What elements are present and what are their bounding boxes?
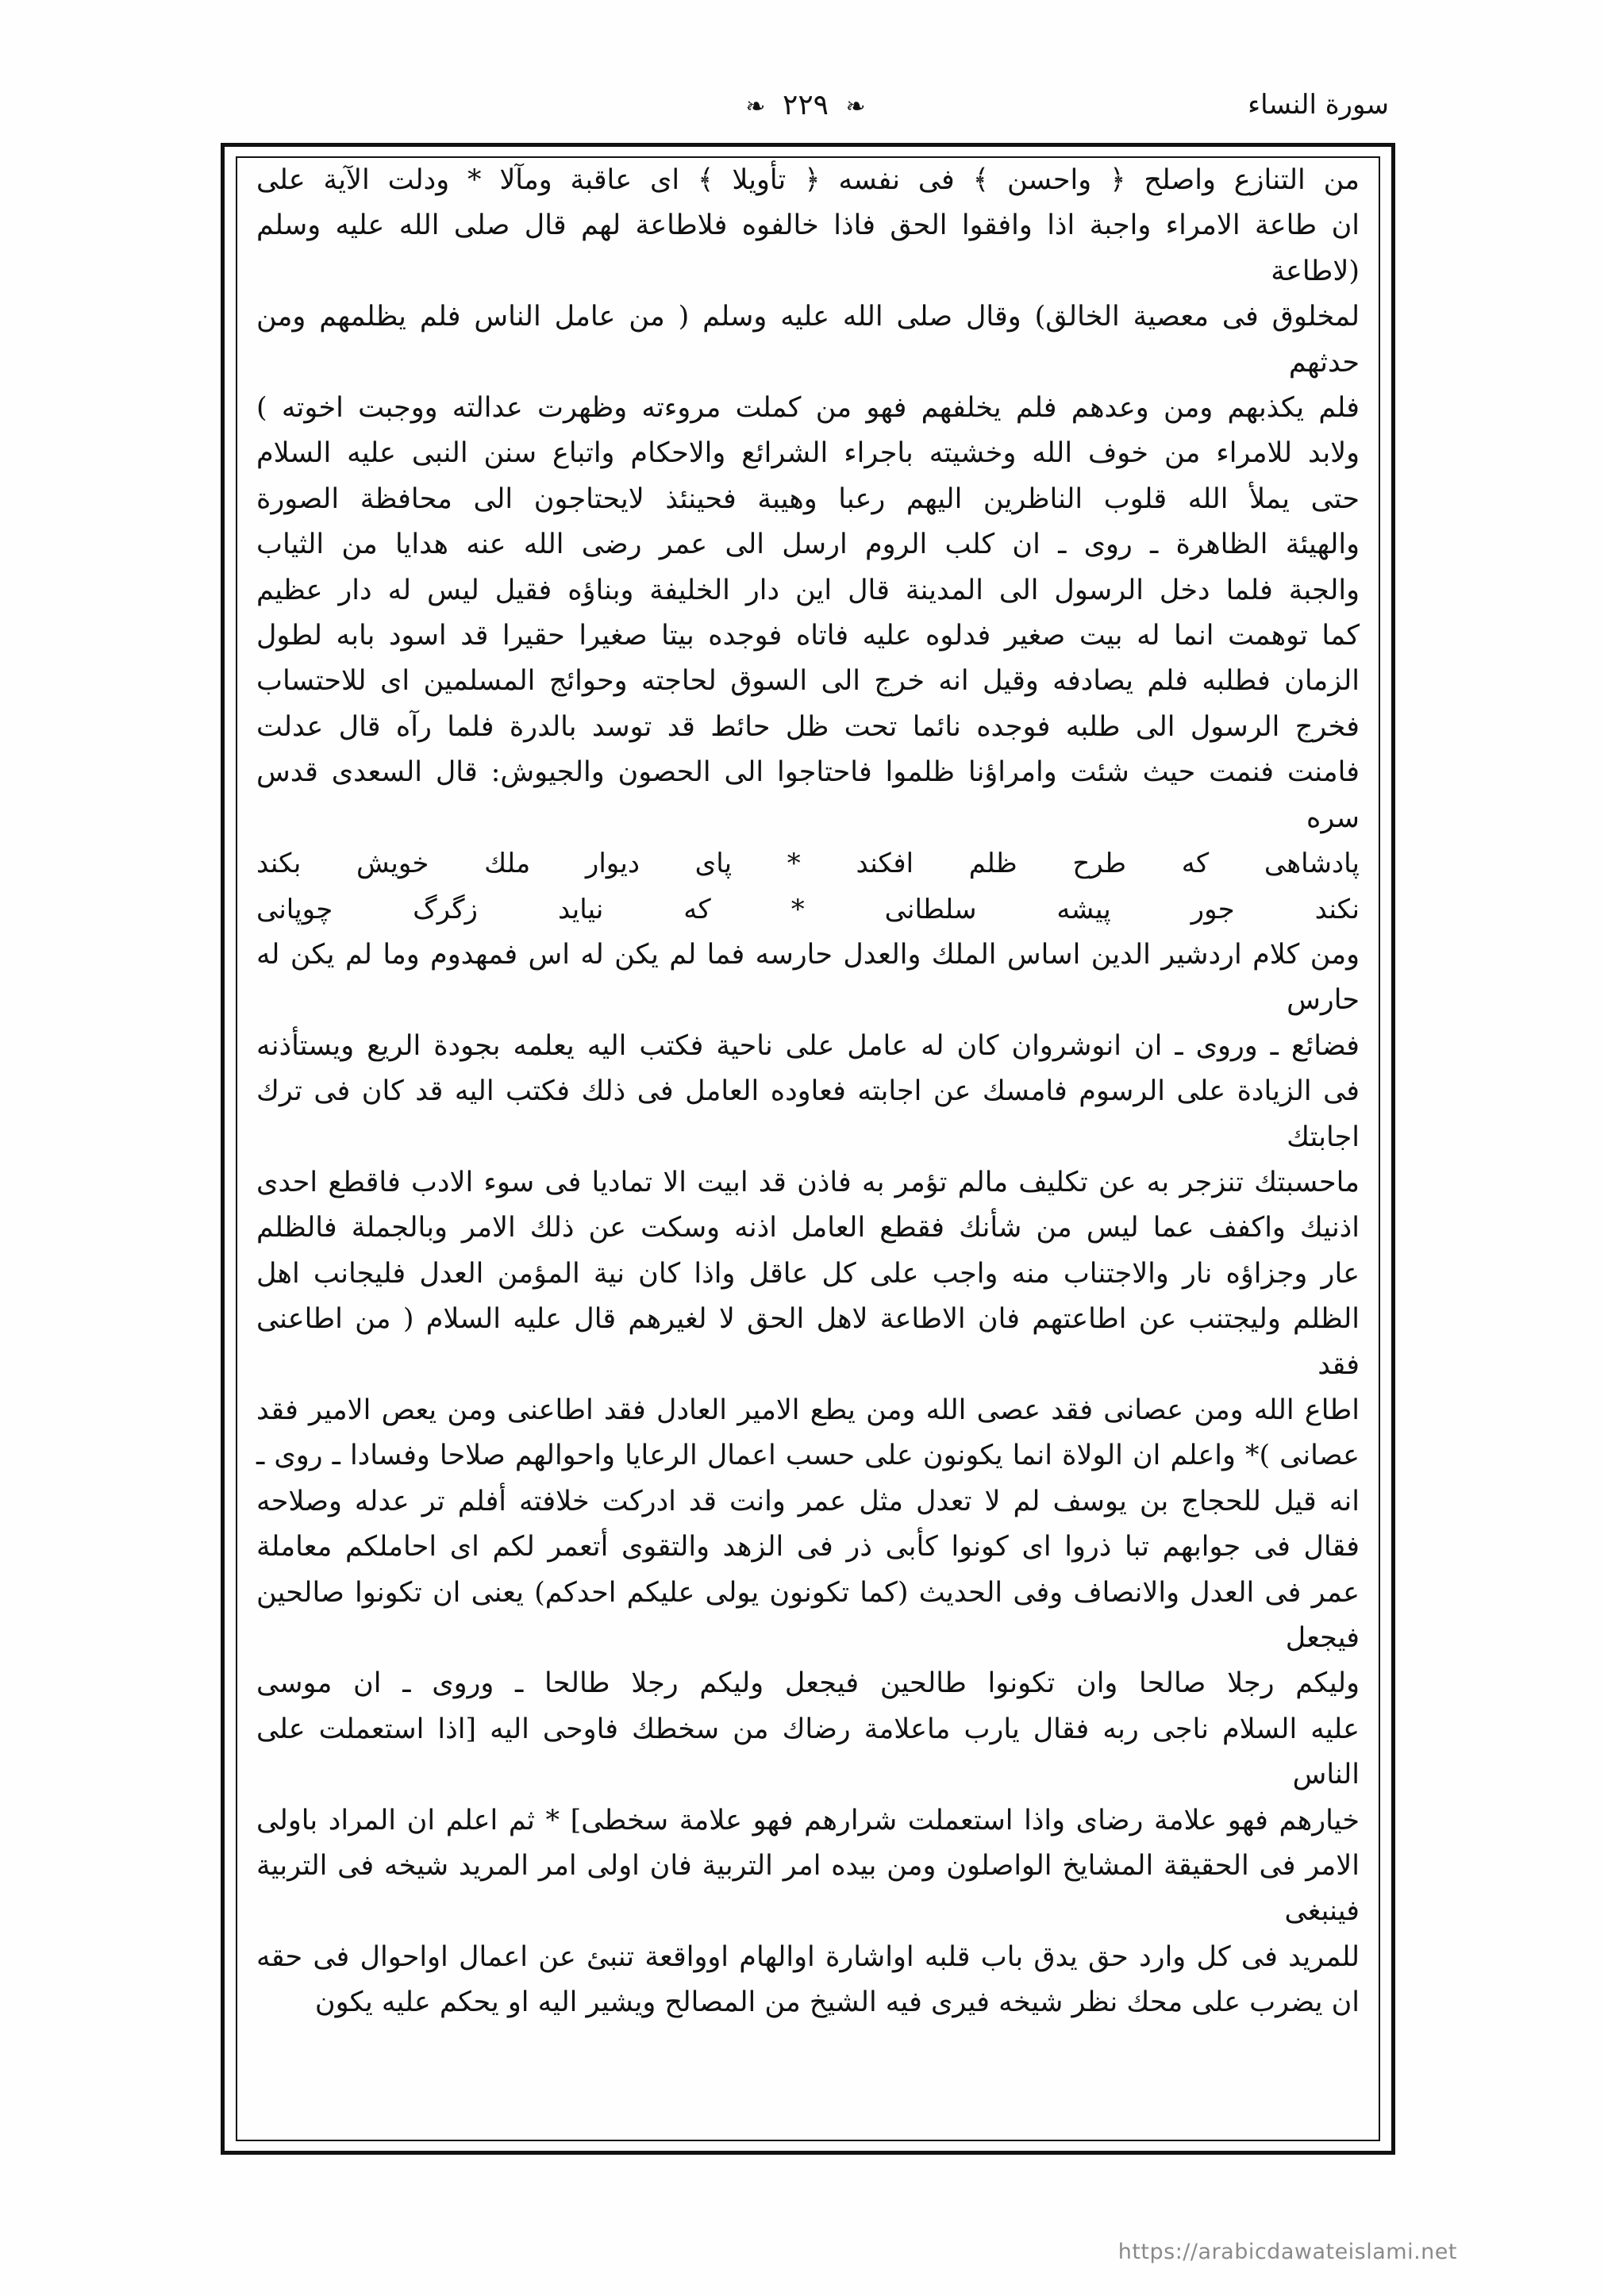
body-text [256,158,1360,2026]
text-line: ماحسبتك تنزجر به عن تكليف مالم تؤمر به فاذن قد ابيت الا تماديا فى سوء الادب فاقطع احدى [256,1166,1360,1198]
text-line: ان طاعة الامراء واجبة اذا وافقوا الحق فاذا خالفوه فلاطاعة لهم قال صلى الله عليه وسلم (لاطاعة [256,210,1360,287]
text-line: للمريد فى كل وارد حق يدق باب قلبه اواشارة اوالهام اوواقعة تنبئ عن اعمال اواحوال فى حقه [256,1940,1360,1973]
text-line: فى الزيادة على الرسوم فامسك عن اجابته فعاوده العامل فى ذلك فكتب اليه قد كان فى ترك اجابتك [256,1075,1360,1153]
poem-line: نكند جور پيشه سلطانى * كه نيايد زگرگ چوپانى [256,893,1360,925]
text-line: اطاع الله ومن عصانى فقد عصى الله ومن يطع الامير العادل فقد اطاعنى ومن يعص الامير فقد [256,1394,1360,1426]
surah-title: سورة النساء [1248,89,1389,121]
ornament-icon: ❧ [845,93,866,121]
text-line: حتى يملأ الله قلوب الناظرين اليهم رعبا وهيبة فحينئذ لايحتاجون الى محافظة الصورة [256,483,1360,515]
text-line: من التنازع واصلح ﴿ واحسن ﴾ فى نفسه ﴿ تأويلا ﴾ اى عاقبة ومآلا * ودلت الآية على [256,164,1360,196]
text-line: فلم يكذبهم ومن وعدهم فلم يخلفهم فهو من كملت مروءته وظهرت عدالته ووجبت اخوته ) [256,392,1360,425]
text-line: عار وجزاؤه نار والاجتناب منه واجب على كل عاقل واذا كان نية المؤمن العدل فليجانب اهل [256,1257,1360,1290]
text-line: والهيئة الظاهرة ـ روى ـ ان كلب الروم ارسل الى عمر رضى الله عنه هدايا من الثياب [256,529,1360,561]
text-line: ان يضرب على محك نظر شيخه فيرى فيه الشيخ من المصالح ويشير اليه او يحكم عليه يكون [314,1986,1360,2019]
poem-line: پادشاهى كه طرح ظلم افكند * پاى ديوار ملك خويش بكند [256,848,1360,880]
page-number-block [698,89,913,121]
text-line: الظلم وليجتنب عن اطاعتهم فان الاطاعة لاهل الحق لا لغيرهم قال عليه السلام ( من اطاعنى فقد [256,1303,1360,1381]
text-line: فخرج الرسول الى طلبه فوجده نائما تحت ظل حائط قد توسد بالدرة فلما رآه قال عدلت [256,710,1360,743]
page-frame [221,143,1395,2155]
text-line: الامر فى الحقيقة المشايخ الواصلون ومن بيده امر التربية فان اولى امر المريد شيخه فى التربية فينبغى [256,1850,1360,1928]
source-watermark: https://arabicdawateislami.net [1117,2240,1457,2264]
page-header [222,89,1389,137]
text-line: ومن كلام اردشير الدين اساس الملك والعدل حارسه فما لم يكن له اس فمهدوم وما لم يكن له حارس [256,938,1360,1017]
text-line: كما توهمت انما له بيت صغير فدلوه عليه فاتاه فوجده بيتا صغيرا حقيرا قد اسود بابه لطول [256,620,1360,652]
text-line: عصانى )* واعلم ان الولاة انما يكونون على حسب اعمال الرعايا واحوالهم صلاحا وفسادا ـ روى ـ [256,1440,1360,1472]
text-line: والجبة فلما دخل الرسول الى المدينة قال اين دار الخليفة وبناؤه فقيل ليس له دار عظيم [256,574,1360,606]
text-line: خيارهم فهو علامة رضاى واذا استعملت شرارهم فهو علامة سخطى] * ثم اعلم ان المراد باولى [256,1804,1360,1836]
page-number: ٢٢٩ [782,89,829,121]
text-line: عليه السلام ناجى ربه فقال يارب ماعلامة رضاك من سخطك فاوحى اليه [اذا استعملت على الناس [256,1713,1360,1791]
text-line: انه قيل للحجاج بن يوسف لم لا تعدل مثل عمر وانت قد ادركت خلافته أفلم تر عدله وصلاحه [256,1485,1360,1517]
ornament-icon: ❧ [745,93,766,121]
text-line: لمخلوق فى معصية الخالق) وقال صلى الله عليه وسلم ( من عامل الناس فلم يظلمهم ومن حدثهم [256,301,1360,379]
text-line: فقال فى جوابهم تبا ذروا اى كونوا كأبى ذر فى الزهد والتقوى أتعمر لكم اى احاملكم معاملة [256,1531,1360,1563]
text-line: اذنيك واكفف عما ليس من شأنك فقطع العامل اذنه وسكت عن ذلك الامر وبالجملة فالظلم [256,1212,1360,1244]
text-line: فضائع ـ وروى ـ ان انوشروان كان له عامل على ناحية فكتب اليه يعلمه بجودة الريع ويستأذنه [256,1029,1360,1062]
text-line: عمر فى العدل والانصاف وفى الحديث (كما تكونون يولى عليكم احدكم) يعنى ان تكونوا صالحين فيجعل [256,1576,1360,1654]
text-line: وليكم رجلا صالحا وان تكونوا طالحين فيجعل وليكم رجلا طالحا ـ وروى ـ ان موسى [256,1667,1360,1700]
text-line: الزمان فطلبه فلم يصادفه وقيل انه خرج الى السوق لحاجته وحوائج المسلمين اى للاحتساب [256,665,1360,698]
text-line: ولابد للامراء من خوف الله وخشيته باجراء الشرائع والاحكام واتباع سنن النبى عليه السلام [256,437,1360,470]
text-line: فامنت فنمت حيث شئت وامراؤنا ظلموا فاحتاجوا الى الحصون والجيوش: قال السعدى قدس سره [256,756,1360,834]
